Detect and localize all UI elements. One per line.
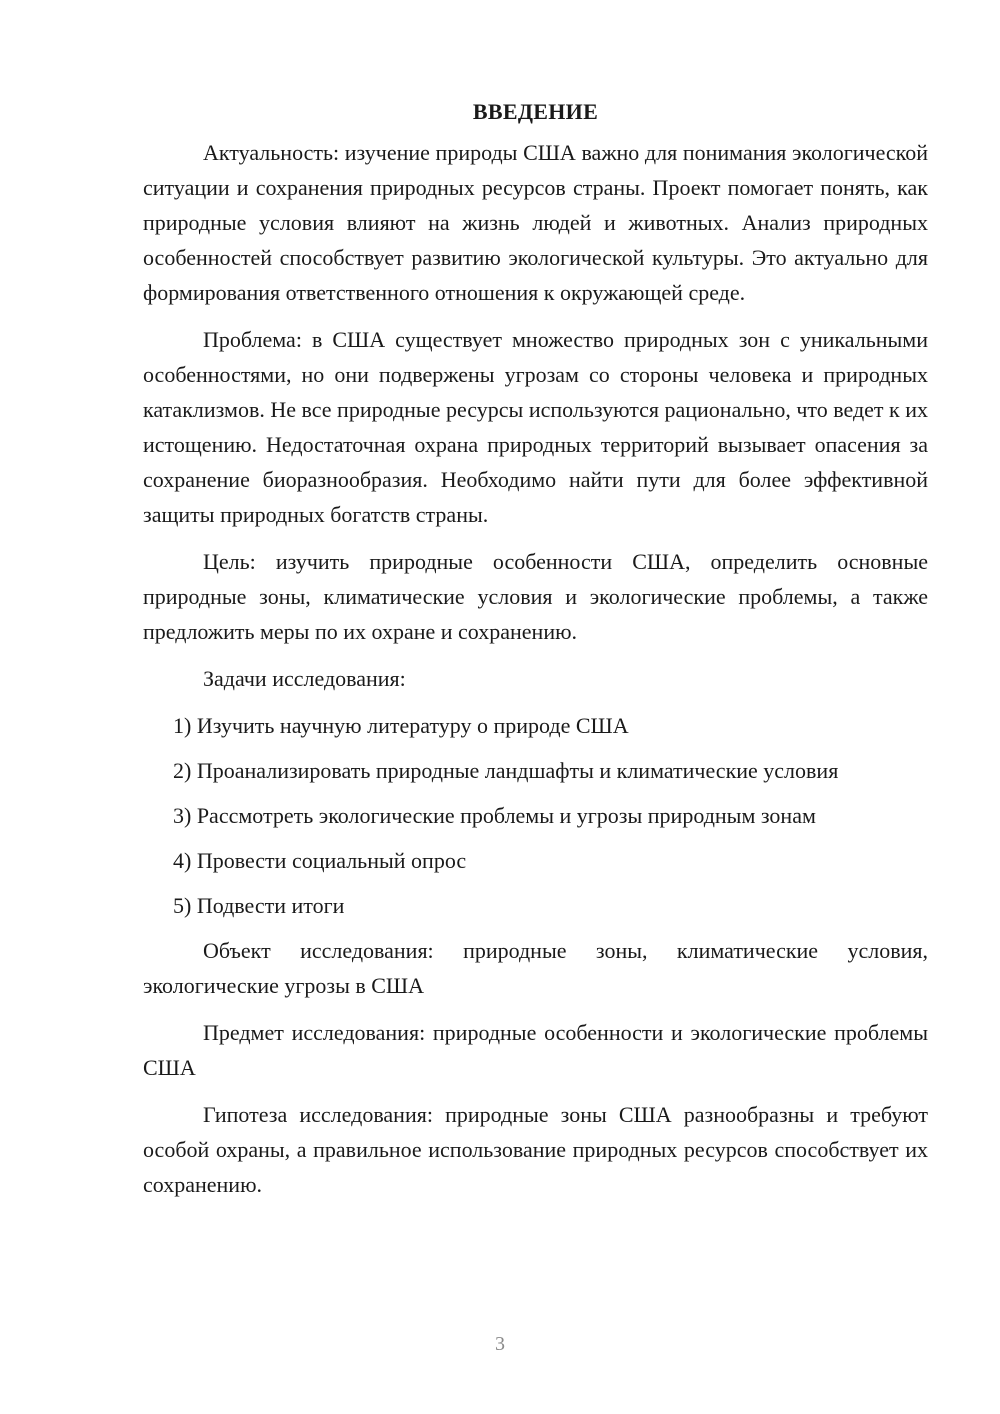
section-heading: ВВЕДЕНИЕ	[472, 99, 599, 124]
problem-paragraph: Проблема: в США существует множество природных зон с уникальными особенностями, но они подвержены угрозам со стороны человека и природных катаклизмов. Не все природные ресурсы используются рационально, что ведет к их истощению. Недостаточная охрана природных территорий вызывает опасения за сохранение биоразнообразия. Необходимо найти пути для более эффективной защиты природных богатств страны.	[143, 327, 928, 527]
task-item-1: 1) Изучить научную литературу о природе США	[173, 713, 629, 738]
hypothesis-paragraph: Гипотеза исследования: природные зоны США разнообразны и требуют особой охраны, а правильное использование природных ресурсов способствует их сохранению.	[143, 1102, 928, 1197]
object-paragraph: Объект исследования: природные зоны, климатические условия, экологические угрозы в США	[143, 938, 928, 998]
task-item-2: 2) Проанализировать природные ландшафты и климатические условия	[173, 758, 839, 783]
task-item-3: 3) Рассмотреть экологические проблемы и угрозы природным зонам	[173, 803, 816, 828]
subject-paragraph: Предмет исследования: природные особенности и экологические проблемы США	[143, 1020, 928, 1080]
page-number: 3	[495, 1333, 505, 1355]
tasks-intro: Задачи исследования:	[203, 666, 406, 691]
task-item-4: 4) Провести социальный опрос	[173, 848, 467, 873]
task-item-5: 5) Подвести итоги	[173, 893, 345, 918]
relevance-paragraph: Актуальность: изучение природы США важно для понимания экологической ситуации и сохранения природных ресурсов страны. Проект помогает понять, как природные условия влияют на жизнь людей и животных. Анализ природных особенностей способствует развитию экологической культуры. Это актуально для формирования ответственного отношения к окружающей среде.	[143, 140, 928, 305]
goal-paragraph: Цель: изучить природные особенности США, определить основные природные зоны, климатические условия и экологические проблемы, а также предложить меры по их охране и сохранению.	[143, 549, 928, 644]
page-content	[143, 95, 928, 1214]
